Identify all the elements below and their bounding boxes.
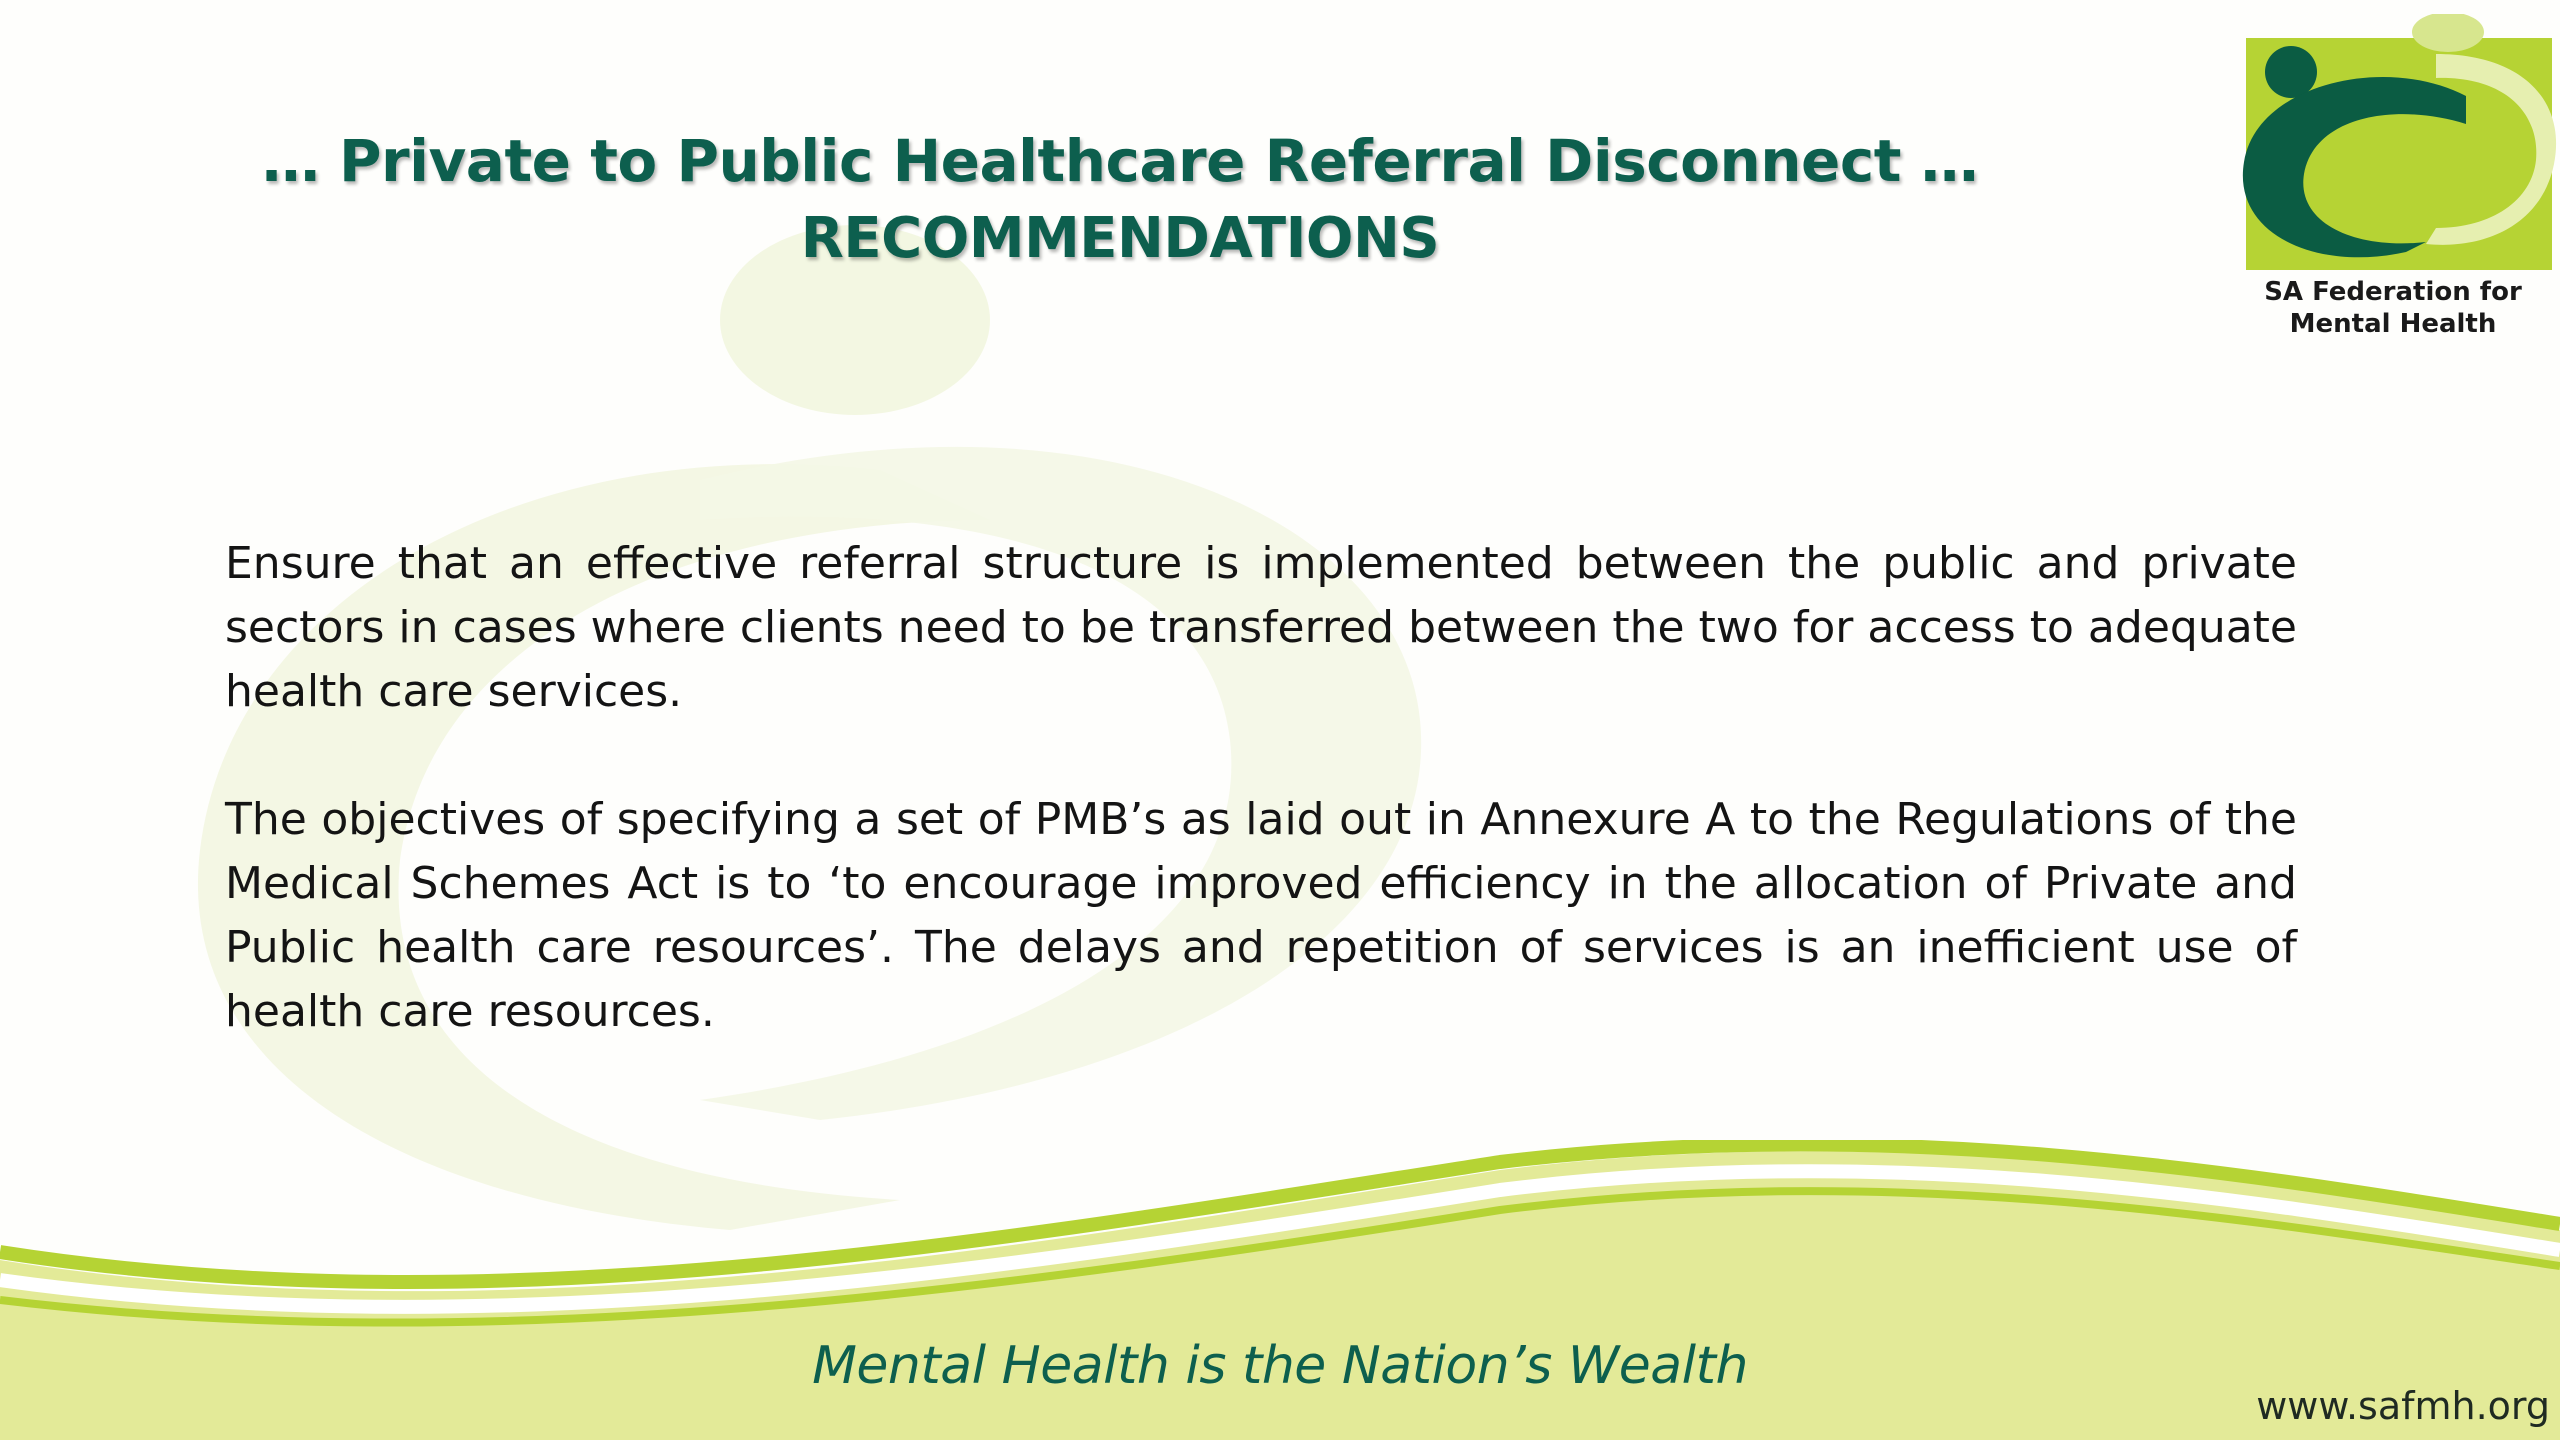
footer-website: www.safmh.org xyxy=(2256,1384,2550,1428)
paragraph-referral-structure: Ensure that an effective referral structure is implemented between the public and private sectors in cases where clients need to be transferred between the two for access to adequate health care services. xyxy=(225,538,2297,717)
slide-title xyxy=(180,122,2060,278)
slide-body xyxy=(225,532,2297,1108)
logo-caption-line1: SA Federation for xyxy=(2264,277,2522,307)
footer-tagline: Mental Health is the Nation’s Wealth xyxy=(812,1336,1748,1396)
logo-caption xyxy=(2218,276,2560,340)
slide-title-line2: RECOMMENDATIONS xyxy=(800,206,1440,271)
slide-title-line1: … Private to Public Healthcare Referral Disconnect … xyxy=(261,127,1979,195)
logo-caption-line2: Mental Health xyxy=(2289,309,2497,339)
paragraph-pmb-objectives: The objectives of specifying a set of PMB’s as laid out in Annexure A to the Regulations of the Medical Schemes Act is to ‘to encourage improved efficiency in the allocation of Private and Public health care resources’. The delays and repetition of services is an inefficient use of health care resources. xyxy=(225,794,2297,1037)
